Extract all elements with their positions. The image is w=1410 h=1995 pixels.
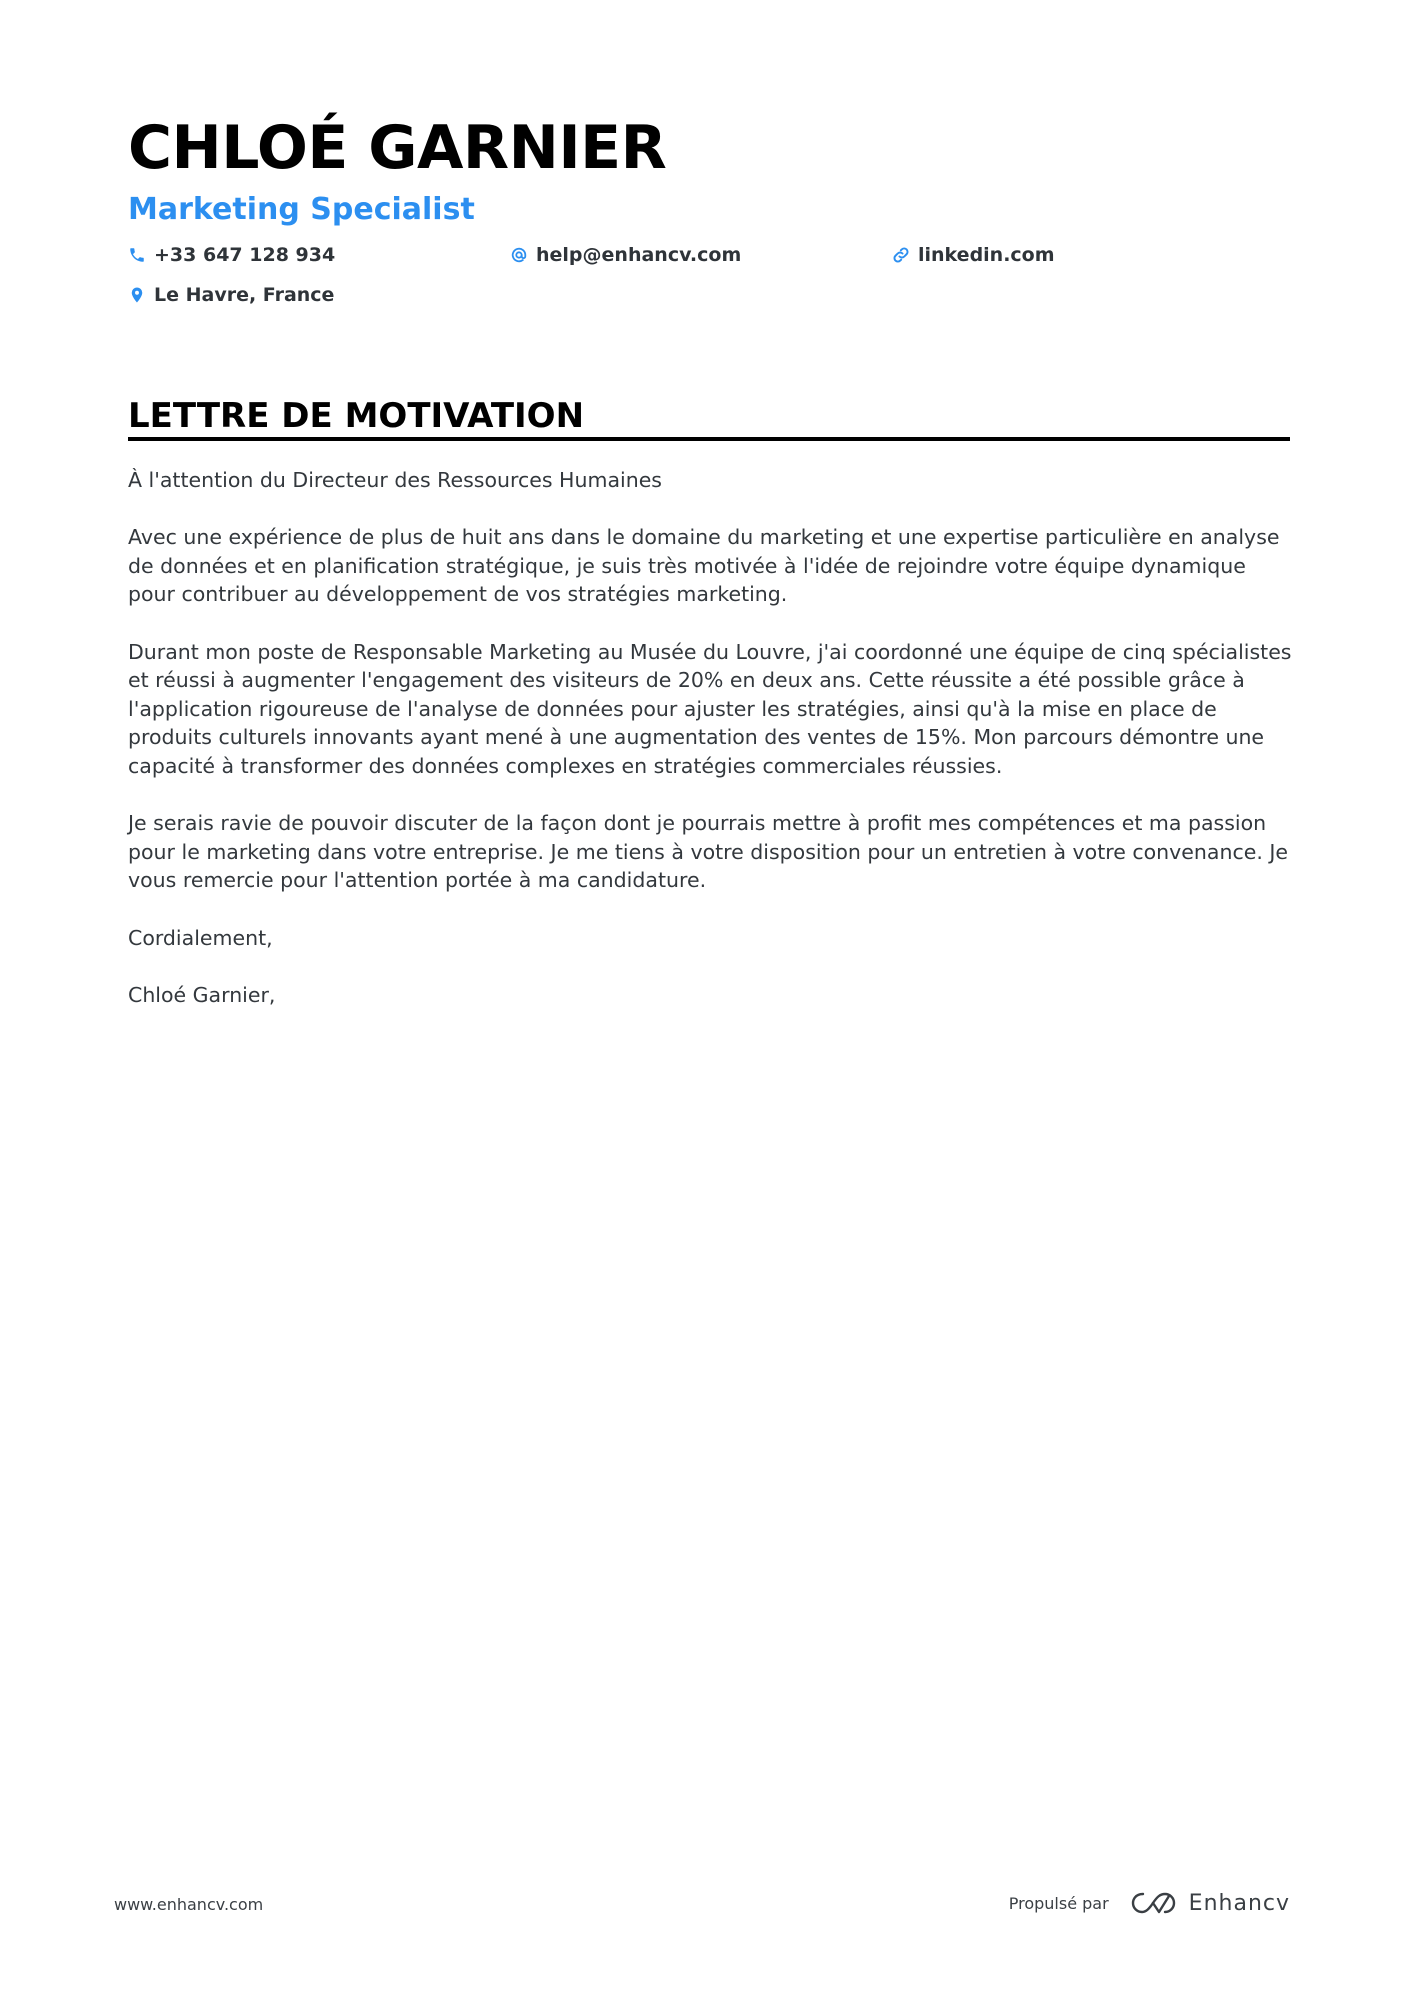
enhancv-logo-icon	[1131, 1890, 1177, 1916]
paragraph: Durant mon poste de Responsable Marketing au Musée du Louvre, j'ai coordonné une équipe de cinq spécialistes et réussi à augmenter l'engagement des visiteurs de 20% en deux ans. Cette réussite a été possible grâce à l'application rigoureuse de l'analyse de données pour ajuster les stratégies, ainsi qu'à la mise en place de produits culturels innovants ayant mené à une augmentation des ventes de 15%. Mon parcours démontre une capacité à transformer des données complexes en stratégies commerciales réussies.	[128, 639, 1292, 778]
contact-phone	[128, 240, 335, 270]
link-text[interactable]: linkedin.com	[918, 244, 1055, 266]
location-text: Le Havre, France	[154, 284, 335, 306]
link-icon	[892, 246, 910, 264]
contact-link[interactable]	[892, 240, 1055, 270]
signature: Chloé Garnier,	[128, 982, 276, 1007]
contact-email[interactable]	[510, 240, 741, 270]
phone-text: +33 647 128 934	[154, 244, 336, 266]
location-pin-icon	[128, 286, 146, 304]
phone-icon	[128, 246, 146, 264]
salutation: À l'attention du Directeur des Ressources Humaines	[128, 468, 662, 492]
section-divider	[128, 437, 1290, 441]
paragraph: Avec une expérience de plus de huit ans dans le domaine du marketing et une expertise particulière en analyse de données et en planification stratégique, je suis très motivée à l'idée de rejoindre votre équipe dynamique pour contribuer au développement de vos stratégies marketing.	[128, 525, 1280, 607]
section-title: LETTRE DE MOTIVATION	[128, 396, 585, 436]
email-text[interactable]: help@enhancv.com	[536, 244, 742, 266]
powered-by-text: Propulsé par	[1008, 1893, 1109, 1913]
paragraph: Je serais ravie de pouvoir discuter de la façon dont je pourrais mettre à profit mes compétences et ma passion pour le marketing dans votre entreprise. Je me tiens à votre disposition pour un entretien à votre convenance. Je vous remercie pour l'attention portée à ma candidature.	[128, 811, 1289, 893]
contact-location	[128, 280, 334, 310]
at-sign-icon	[510, 246, 528, 264]
candidate-role: Marketing Specialist	[128, 192, 475, 227]
footer-branding	[1009, 1890, 1290, 1916]
footer-website[interactable]: www.enhancv.com	[114, 1895, 264, 1914]
candidate-name: CHLOÉ GARNIER	[128, 113, 667, 183]
closing: Cordialement,	[128, 925, 273, 950]
brand-name: Enhancv	[1188, 1890, 1290, 1916]
letter-body	[128, 466, 1298, 1038]
